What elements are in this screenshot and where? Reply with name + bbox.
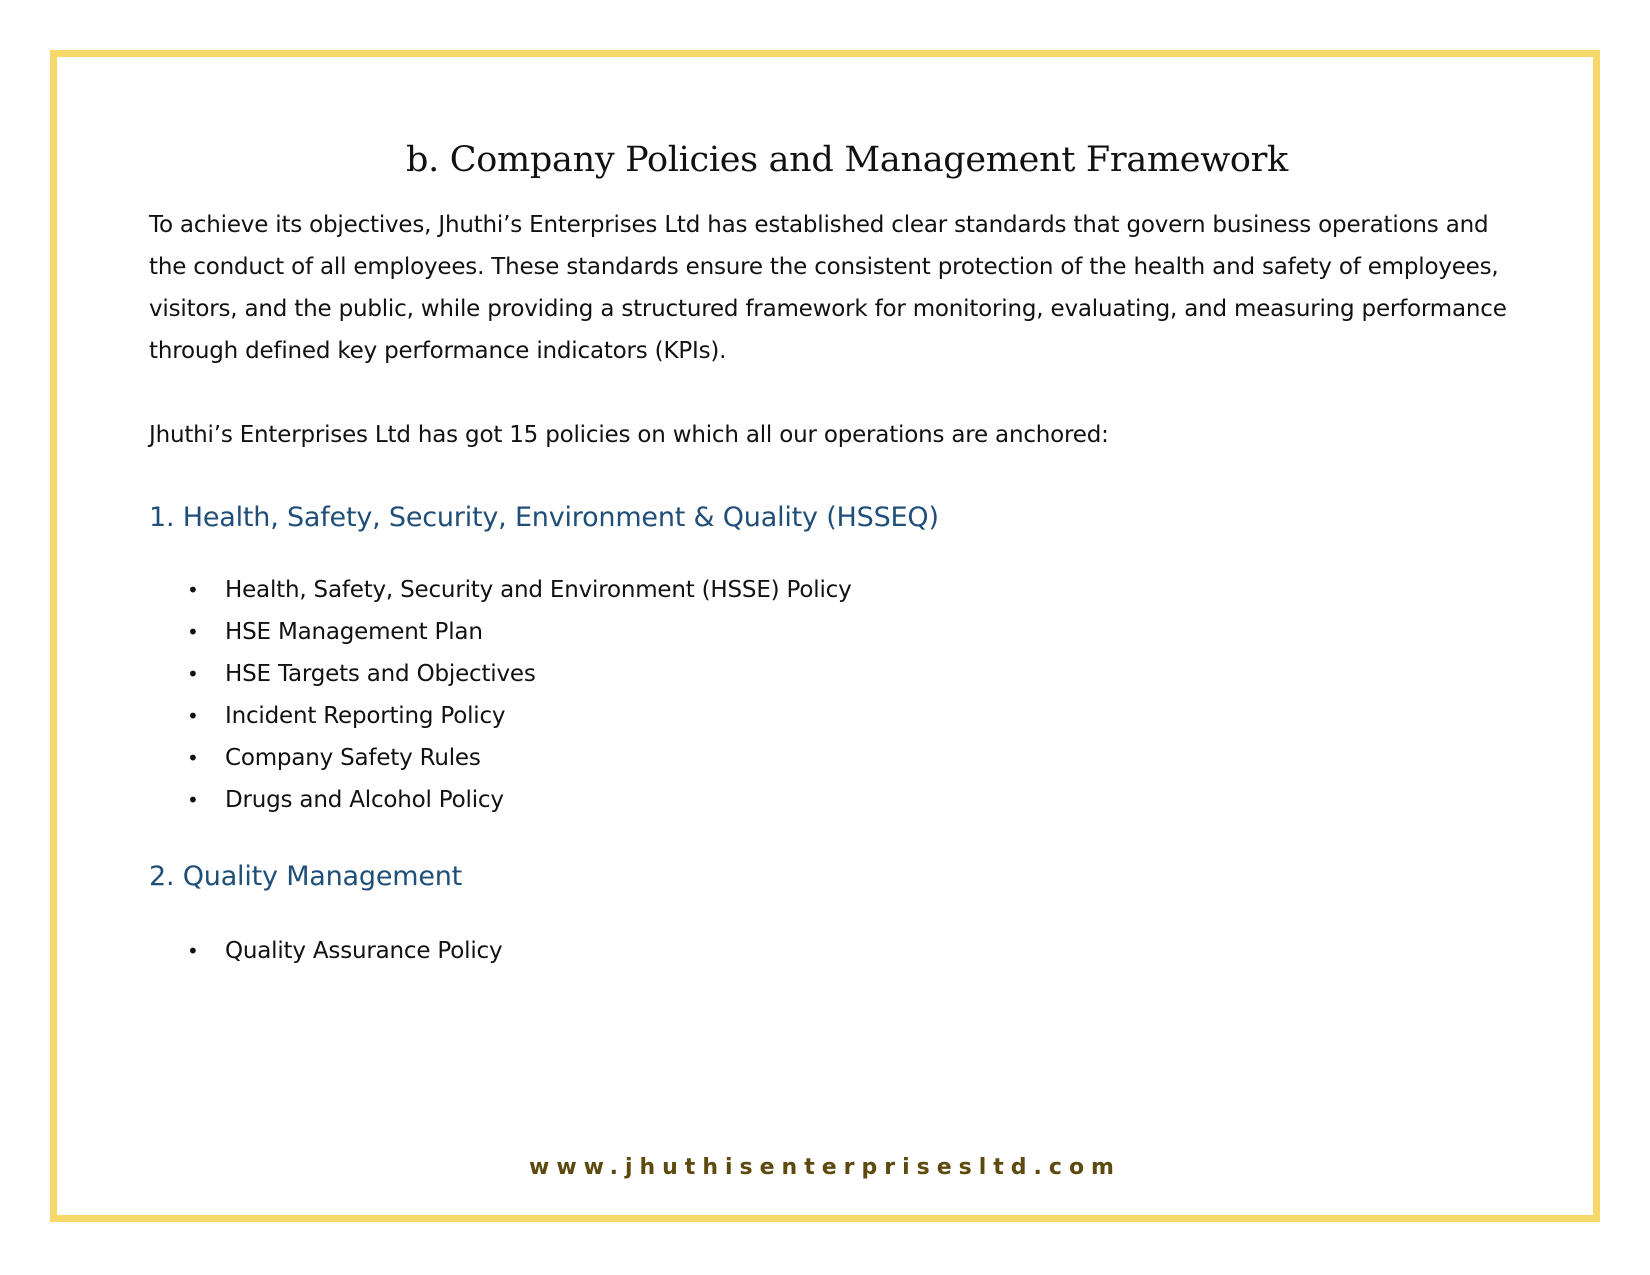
page-title: b. Company Policies and Management Framework bbox=[406, 140, 1288, 180]
list-item-label: HSE Management Plan bbox=[225, 619, 483, 645]
section-heading-hsseq: 1. Health, Safety, Security, Environment & Quality (HSSEQ) bbox=[149, 502, 939, 533]
bullet-icon: • bbox=[187, 578, 199, 602]
intro-line: the conduct of all employees. These standards ensure the consistent protection of the health and safety of employees, bbox=[149, 254, 1499, 280]
list-item-label: Drugs and Alcohol Policy bbox=[225, 787, 504, 813]
list-item-label: Company Safety Rules bbox=[225, 745, 481, 771]
intro-paragraph bbox=[149, 204, 1509, 372]
list-item-label: Quality Assurance Policy bbox=[225, 938, 503, 964]
list-item bbox=[187, 930, 1509, 972]
paragraph-spacer bbox=[149, 372, 1509, 414]
quality-policy-list bbox=[149, 930, 1509, 972]
section-heading-quality: 2. Quality Management bbox=[149, 861, 463, 892]
list-item bbox=[187, 695, 1509, 737]
list-item-label: Health, Safety, Security and Environment (HSSE) Policy bbox=[225, 577, 852, 603]
intro-line: through defined key performance indicators (KPIs). bbox=[149, 338, 727, 364]
bullet-icon: • bbox=[187, 704, 199, 728]
list-item bbox=[187, 611, 1509, 653]
list-item-label: HSE Targets and Objectives bbox=[225, 661, 536, 687]
bullet-icon: • bbox=[187, 620, 199, 644]
footer-website: www.jhuthisenterprisesltd.com bbox=[529, 1155, 1121, 1180]
hsseq-policy-list bbox=[149, 569, 1509, 821]
policies-statement: Jhuthi’s Enterprises Ltd has got 15 policies on which all our operations are anchored: bbox=[149, 422, 1109, 448]
intro-line: visitors, and the public, while providing a structured framework for monitoring, evaluating, and measuring performance bbox=[149, 296, 1507, 322]
list-item bbox=[187, 737, 1509, 779]
list-item-label: Incident Reporting Policy bbox=[225, 703, 506, 729]
list-item bbox=[187, 779, 1509, 821]
list-item bbox=[187, 653, 1509, 695]
page-content bbox=[149, 140, 1509, 972]
bullet-icon: • bbox=[187, 788, 199, 812]
bullet-icon: • bbox=[187, 662, 199, 686]
bullet-icon: • bbox=[187, 746, 199, 770]
intro-line: To achieve its objectives, Jhuthi’s Enterprises Ltd has established clear standards that govern business operations and bbox=[149, 212, 1489, 238]
bullet-icon: • bbox=[187, 939, 199, 963]
list-item bbox=[187, 569, 1509, 611]
